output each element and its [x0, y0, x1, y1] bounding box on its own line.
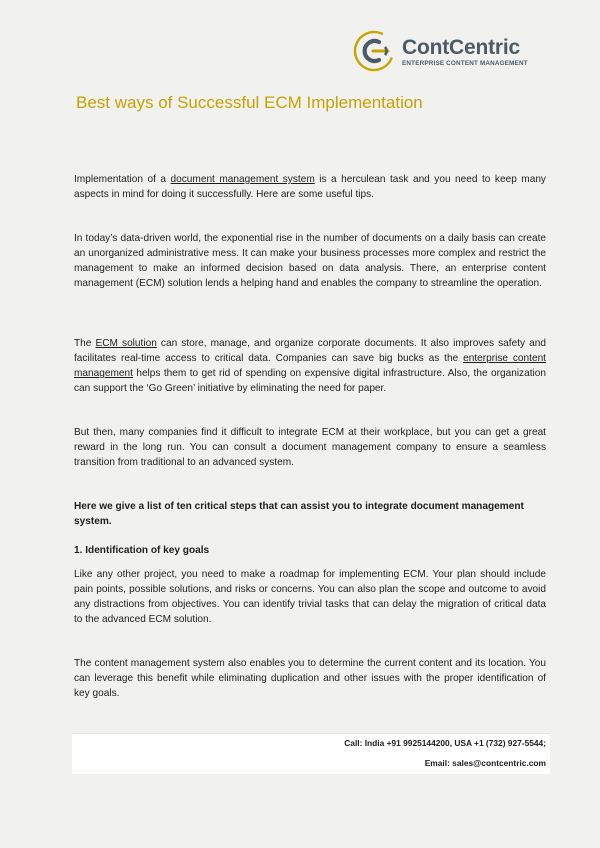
data-driven-paragraph: In today’s data-driven world, the exponential rise in the number of documents on a daily basis can create an unorganized administrative mess. It can make your business processes more complex and restrict the management to make an informed decision based on data analysis. There, an enterprise content management (ECM) solution lends a helping hand and enables the company to streamline the operation. — [74, 233, 546, 290]
footer-email[interactable]: Email: sales@contcentric.com — [424, 758, 546, 768]
p1-text-after: is a herculean task and you need to keep many aspects in mind for doing it successfully. Here are some useful tips. — [74, 174, 546, 201]
footer-phone: Call: India +91 9925144200, USA +1 (732) 927-5544; — [344, 738, 546, 748]
section-heading-key-goals: 1. Identification of key goals — [74, 545, 210, 556]
p1-text-before: Implementation of a — [74, 174, 171, 185]
document-management-system-link[interactable]: document management system — [170, 174, 315, 185]
page-title: Best ways of Successful ECM Implementation — [76, 93, 423, 112]
p3-text-after: helps them to get rid of spending on expensive digital infrastructure. Also, the organization can support the ‘Go Green’ initiative by eliminating the need for paper. — [74, 368, 546, 395]
ecm-solution-paragraph — [74, 336, 546, 396]
content-location-paragraph: The content management system also enables you to determine the current content and its location. You can leverage this benefit while eliminating duplication and other issues with the proper identification of key goals. — [74, 658, 546, 700]
enterprise-content-management-link[interactable]: enterprise content management — [74, 353, 546, 380]
p3-text-middle: can store, manage, and organize corporate documents. It also improves safety and facilitates real-time access to critical data. Companies can save big bucks as the — [74, 338, 546, 365]
p3-text-before: The — [74, 338, 96, 349]
contact-footer — [72, 733, 550, 774]
steps-intro: Here we give a list of ten critical steps that can assist you to integrate document management system. — [74, 501, 524, 528]
key-goals-paragraph: Like any other project, you need to make a roadmap for implementing ECM. Your plan should include pain points, possible solutions, and risks or concerns. You can also plan the scope and outcome to avoid any distractions from objectives. You can identify trivial tasks that can delay the migration of critical data to the advanced ECM solution. — [74, 569, 546, 626]
ecm-solution-link[interactable]: ECM solution — [95, 338, 157, 349]
logo-tagline: ENTERPRISE CONTENT MANAGEMENT — [402, 60, 528, 67]
contcentric-logo — [352, 28, 532, 76]
logo-name: ContCentric — [402, 36, 520, 59]
integration-paragraph: But then, many companies find it difficult to integrate ECM at their workplace, but you can get a great reward in the long run. You can consult a document management company to ensure a seamless transition from traditional to an advanced system. — [74, 427, 546, 469]
intro-paragraph — [74, 172, 546, 202]
contcentric-logo-icon — [352, 28, 398, 74]
